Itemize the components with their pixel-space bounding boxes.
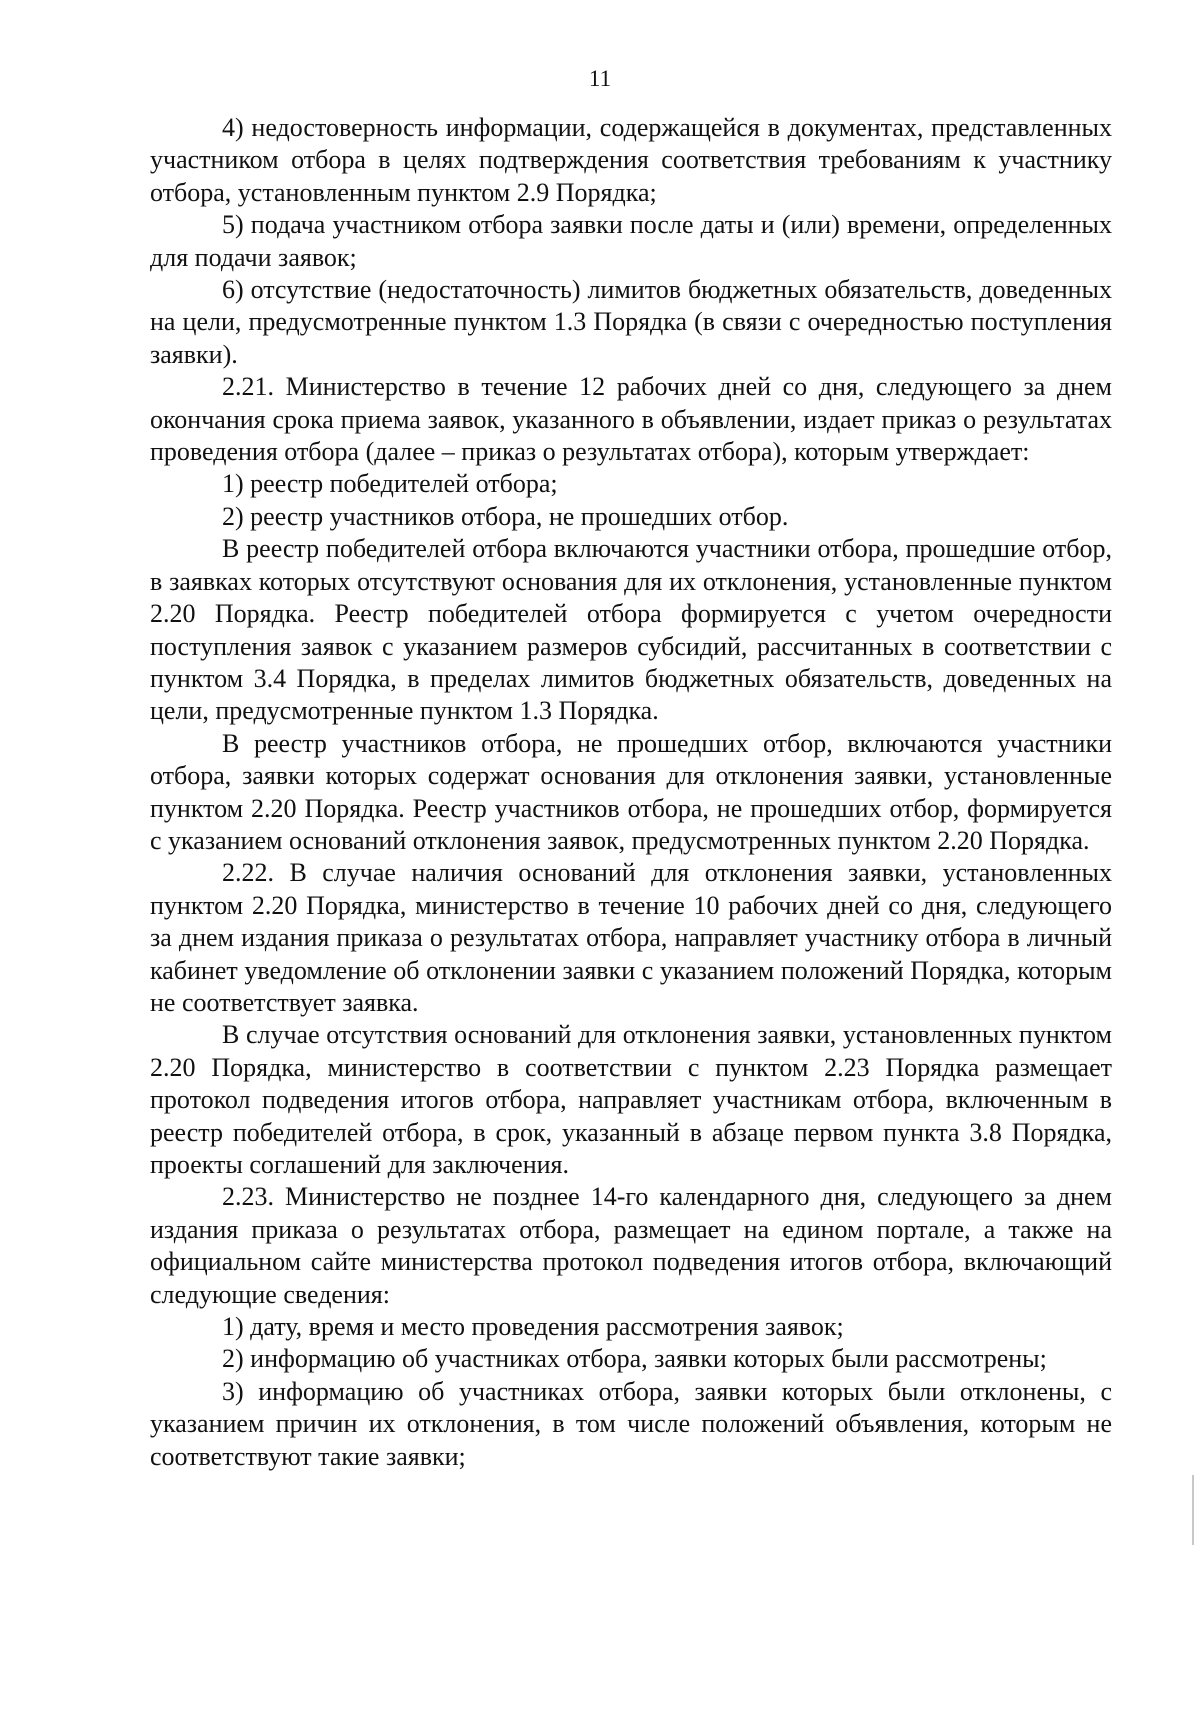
paragraph-2-23-item-3: 3) информацию об участниках отбора, заявки которых были отклонены, с указанием причин их отклонения, в том числе положений объявления, которым не соответствуют такие заявки; (150, 1376, 1112, 1471)
paragraph-winners-registry: В реестр победителей отбора включаются участники отбора, прошедшие отбор, в заявках которых отсутствуют основания для их отклонения, установленные пунктом 2.20 Порядка. Реестр победителей отбора формируется с учетом очередности поступления заявок с указанием размеров субсидий, рассчитанных в соответствии с пунктом 3.4 Порядка, в пределах лимитов бюджетных обязательств, доведенных на цели, предусмотренные пунктом 1.3 Порядка. (150, 534, 1112, 726)
paragraph-2-23-item-2: 2) информацию об участниках отбора, заявки которых были рассмотрены; (222, 1344, 1047, 1374)
paragraph-2-23-item-1: 1) дату, время и место проведения рассмотрения заявок; (222, 1312, 844, 1342)
paragraph-2-21: 2.21. Министерство в течение 12 рабочих дней со дня, следующего за днем окончания срока приема заявок, указанного в объявлении, издает приказ о результатах проведения отбора (далее – приказ о результатах отбора), которым утверждает: (150, 372, 1112, 467)
paragraph-2-23: 2.23. Министерство не позднее 14-го календарного дня, следующего за днем издания приказа о результатах отбора, размещает на едином портале, а также на официальном сайте министерства протокол подведения итогов отбора, включающий следующие сведения: (150, 1182, 1112, 1309)
paragraph-2-21-item-1: 1) реестр победителей отбора; (222, 469, 558, 499)
paragraph-2-21-item-2: 2) реестр участников отбора, не прошедших отбор. (222, 501, 789, 531)
paragraph-rejected-registry: В реестр участников отбора, не прошедших отбор, включаются участники отбора, заявки которых содержат основания для отклонения заявки, установленные пунктом 2.20 Порядка. Реестр участников отбора, не прошедших отбор, формируется с указанием оснований отклонения заявок, предусмотренных пунктом 2.20 Порядка. (150, 728, 1112, 855)
paragraph-item-6: 6) отсутствие (недостаточность) лимитов бюджетных обязательств, доведенных на цели, предусмотренные пунктом 1.3 Порядка (в связи с очередностью поступления заявки). (150, 275, 1112, 369)
paragraph-item-5: 5) подача участником отбора заявки после даты и (или) времени, определенных для подачи заявок; (150, 210, 1112, 272)
paragraph-2-22: 2.22. В случае наличия оснований для отклонения заявки, установленных пунктом 2.20 Порядка, министерство в течение 10 рабочих дней со дня, следующего за днем издания приказа о результатах отбора, направляет участнику отбора в личный кабинет уведомление об отклонении заявки с указанием положений Порядка, которым не соответствует заявка. (150, 858, 1112, 1017)
page-number: 11 (588, 66, 612, 91)
scan-edge-mark (1192, 1475, 1194, 1545)
paragraph-no-rejection: В случае отсутствия оснований для отклонения заявки, установленных пунктом 2.20 Порядка, министерство в соответствии с пунктом 2.23 Порядка размещает протокол подведения итогов отбора, направляет участникам отбора, включенным в реестр победителей отбора, в срок, указанный в абзаце первом пункта 3.8 Порядка, проекты соглашений для заключения. (150, 1020, 1112, 1179)
document-body (150, 112, 1112, 1473)
paragraph-item-4: 4) недостоверность информации, содержащейся в документах, представленных участником отбора в целях подтверждения соответствия требованиям к участнику отбора, установленным пунктом 2.9 Порядка; (150, 113, 1112, 207)
